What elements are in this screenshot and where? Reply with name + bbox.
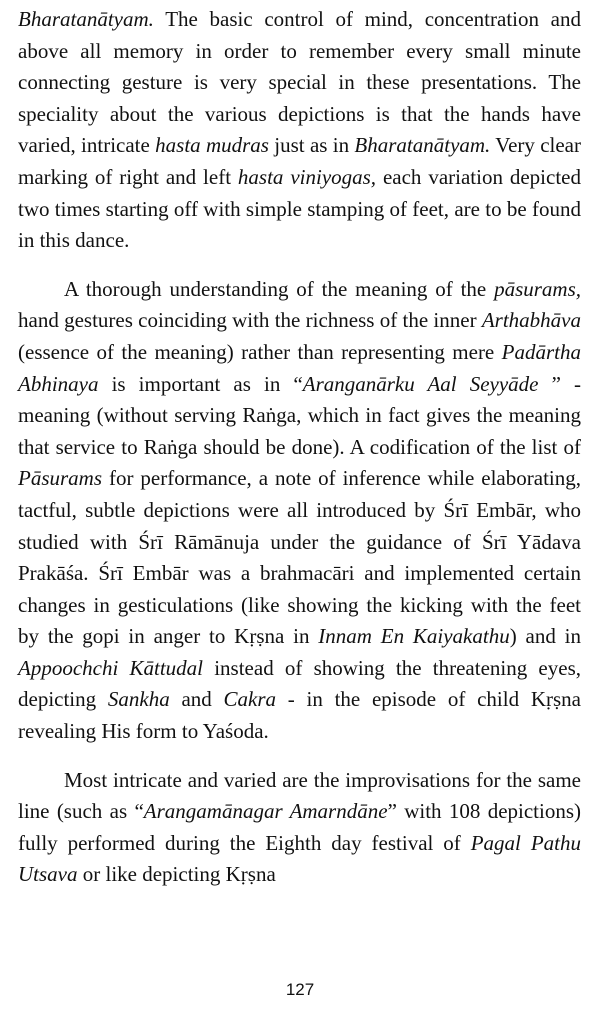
text-run: each variation depicted two times starting off with simple stamping of feet, are to be found in this dance.	[18, 164, 581, 253]
text-run: (essence of the meaning) rather than representing mere	[18, 339, 502, 364]
text-run: - in the episode of child Kṛṣna revealing His form to Yaśoda.	[18, 687, 581, 744]
text-run: or like depicting Kṛṣna	[77, 862, 276, 887]
page-number: 127	[285, 980, 315, 999]
italic-term: pāsurams,	[494, 276, 581, 301]
text-run: and	[169, 687, 224, 712]
text-run: ) and in	[509, 624, 581, 649]
text-run: A thorough understanding of the meaning of the	[64, 276, 495, 301]
italic-term: Arthabhāva	[481, 308, 581, 333]
italic-term: Sankha	[107, 687, 170, 712]
paragraph-1	[18, 4, 581, 257]
italic-term: Pagal Pathu Utsava	[18, 830, 581, 887]
italic-term: Padārtha Abhinaya	[18, 339, 581, 396]
text-run: just as in	[268, 133, 355, 158]
text-run: for performance, a note of inference while elaborating, tactful, subtle depictions were all introduced by Śrī Embār, who studied with Śrī Rāmānuja under the guidance of Śrī Yādava Prakāśa. Śrī Embār was a brahmacāri and implemented certain changes in gesticulations (like showing the kicking with the feet by the gopi in anger to Kṛṣna in	[18, 466, 581, 649]
italic-term: Pāsurams	[18, 466, 103, 491]
italic-term: hasta viniyogas,	[237, 164, 377, 189]
paragraph-3	[18, 765, 581, 891]
text-run: ” - meaning (without serving Raṅga, which in fact gives the meaning that service to Raṅga should be done). A codification of the list of	[18, 371, 581, 459]
italic-term: Arangamānagar Amarndāne	[143, 799, 388, 824]
body-text	[18, 4, 581, 891]
italic-term: Appoochchi Kāttudal	[18, 655, 204, 680]
italic-term: Aranganārku Aal Seyyāde	[302, 371, 539, 396]
italic-term: Innam En Kaiyakathu	[318, 624, 510, 649]
text-run: ” with 108 depictions) fully performed during the Eighth day festival of	[18, 799, 582, 855]
italic-term: Bharatanātyam.	[354, 133, 491, 158]
text-run: The basic control of mind, concentration and above all memory in order to remember every small minute connecting gesture is very special in these presentations. The speciality about the various depictions is that the hands have varied, intricate	[18, 7, 581, 158]
text-run: Very clear marking of right and left	[18, 133, 581, 189]
text-run: Most intricate and varied are the improvisations for the same line (such as “	[18, 767, 581, 824]
text-run: hand gestures coinciding with the richness of the inner	[18, 308, 482, 333]
text-run: instead of showing the threatening eyes, depicting	[18, 655, 581, 712]
italic-term: Bharatanātyam.	[18, 7, 154, 31]
text-run: is important as in “	[98, 371, 303, 396]
paragraph-2	[18, 274, 581, 748]
italic-term: hasta mudras	[155, 133, 269, 158]
italic-term: Cakra	[223, 687, 277, 712]
